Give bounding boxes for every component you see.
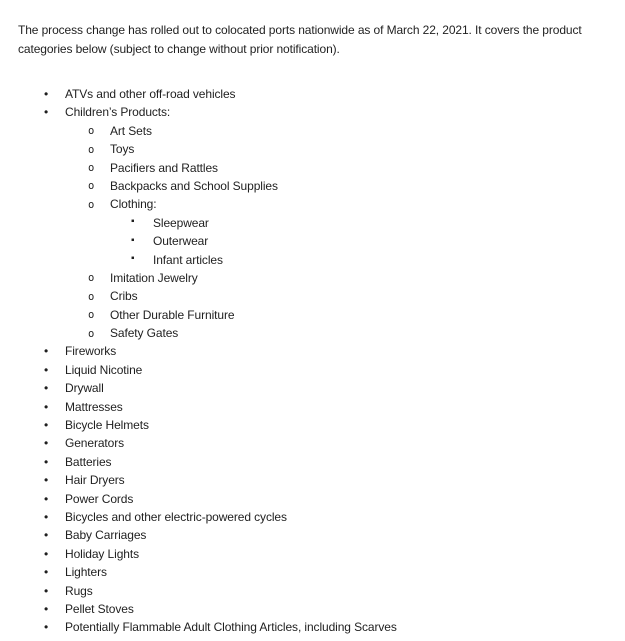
list-item-text: Art Sets (110, 123, 152, 138)
list-item-text: Outerwear (153, 234, 209, 249)
list-item-text: Rugs (65, 583, 93, 598)
list-item (18, 416, 619, 434)
disc-bullet-icon: • (44, 546, 49, 561)
category-list (18, 85, 619, 637)
circle-bullet-icon: o (88, 180, 95, 193)
circle-bullet-icon: o (88, 309, 95, 322)
list-item (18, 214, 619, 232)
circle-bullet-icon: o (88, 327, 95, 340)
list-item-text: Bicycle Helmets (65, 418, 149, 433)
disc-bullet-icon: • (44, 509, 49, 524)
circle-bullet-icon: o (88, 125, 95, 138)
list-item-text: Safety Gates (110, 326, 179, 341)
list-item (18, 306, 619, 324)
disc-bullet-icon: • (44, 473, 49, 488)
list-item-text: Hair Dryers (65, 473, 125, 488)
disc-bullet-icon: • (44, 620, 49, 635)
list-item-text: Infant articles (153, 252, 223, 267)
disc-bullet-icon: • (44, 418, 49, 433)
circle-bullet-icon: o (88, 290, 95, 303)
list-item (18, 195, 619, 213)
list-item (18, 508, 619, 526)
list-item-text: Children’s Products: (65, 105, 171, 120)
disc-bullet-icon: • (44, 344, 49, 359)
list-item (18, 471, 619, 489)
list-item-text: Holiday Lights (65, 546, 139, 561)
list-item-text: Batteries (65, 454, 112, 469)
list-item (18, 618, 619, 636)
list-item-text: Imitation Jewelry (110, 270, 198, 285)
list-item-text: Other Durable Furniture (110, 307, 235, 322)
list-item-text: ATVs and other off-road vehicles (65, 87, 236, 101)
list-item (18, 122, 619, 140)
list-item (18, 159, 619, 177)
list-item (18, 526, 619, 544)
list-item-text: Cribs (110, 289, 138, 304)
disc-bullet-icon: • (44, 105, 49, 120)
list-item (18, 545, 619, 563)
list-item (18, 232, 619, 250)
list-item (18, 379, 619, 397)
list-item (18, 85, 619, 103)
list-item-text: Lighters (65, 565, 107, 580)
list-item-text: Pellet Stoves (65, 601, 134, 616)
list-item (18, 324, 619, 342)
disc-bullet-icon: • (44, 454, 49, 469)
list-item-text: Sleepwear (153, 215, 209, 230)
list-item-text: Generators (65, 436, 125, 451)
disc-bullet-icon: • (44, 601, 49, 616)
list-item (18, 177, 619, 195)
disc-bullet-icon: • (44, 362, 49, 377)
disc-bullet-icon: • (44, 565, 49, 580)
square-bullet-icon: ▪ (131, 234, 135, 246)
circle-bullet-icon: o (88, 198, 95, 211)
disc-bullet-icon: • (44, 381, 49, 396)
list-item-text: Bicycles and other electric-powered cycles (65, 509, 287, 524)
list-item (18, 103, 619, 121)
list-item (18, 490, 619, 508)
list-item (18, 140, 619, 158)
list-item (18, 563, 619, 581)
list-item-text: Mattresses (65, 399, 123, 414)
list-item-text: Toys (110, 142, 135, 157)
list-item (18, 287, 619, 305)
list-item-text: Clothing: (110, 197, 157, 212)
list-item-text: Pacifiers and Rattles (110, 160, 218, 175)
disc-bullet-icon: • (44, 87, 49, 101)
list-item (18, 342, 619, 360)
list-item (18, 361, 619, 379)
intro-paragraph: The process change has rolled out to colocated ports nationwide as of March 22, 2021. It covers the product categories below (subject to change without prior notification). (18, 23, 582, 56)
list-item-text: Power Cords (65, 491, 134, 506)
disc-bullet-icon: • (44, 528, 49, 543)
disc-bullet-icon: • (44, 491, 49, 506)
list-item-text: Fireworks (65, 344, 117, 359)
circle-bullet-icon: o (88, 143, 95, 156)
square-bullet-icon: ▪ (131, 253, 135, 265)
list-item (18, 582, 619, 600)
square-bullet-icon: ▪ (131, 216, 135, 228)
disc-bullet-icon: • (44, 436, 49, 451)
circle-bullet-icon: o (88, 272, 95, 285)
list-item-text: Drywall (65, 381, 104, 396)
disc-bullet-icon: • (44, 399, 49, 414)
list-item (18, 434, 619, 452)
list-item (18, 600, 619, 618)
list-item (18, 398, 619, 416)
list-item (18, 269, 619, 287)
list-item-text: Backpacks and School Supplies (110, 178, 278, 193)
list-item (18, 251, 619, 269)
list-item-text: Baby Carriages (65, 528, 147, 543)
list-item-text: Liquid Nicotine (65, 362, 143, 377)
circle-bullet-icon: o (88, 162, 95, 175)
list-item (18, 453, 619, 471)
list-item-text: Potentially Flammable Adult Clothing Articles, including Scarves (65, 620, 397, 635)
disc-bullet-icon: • (44, 583, 49, 598)
